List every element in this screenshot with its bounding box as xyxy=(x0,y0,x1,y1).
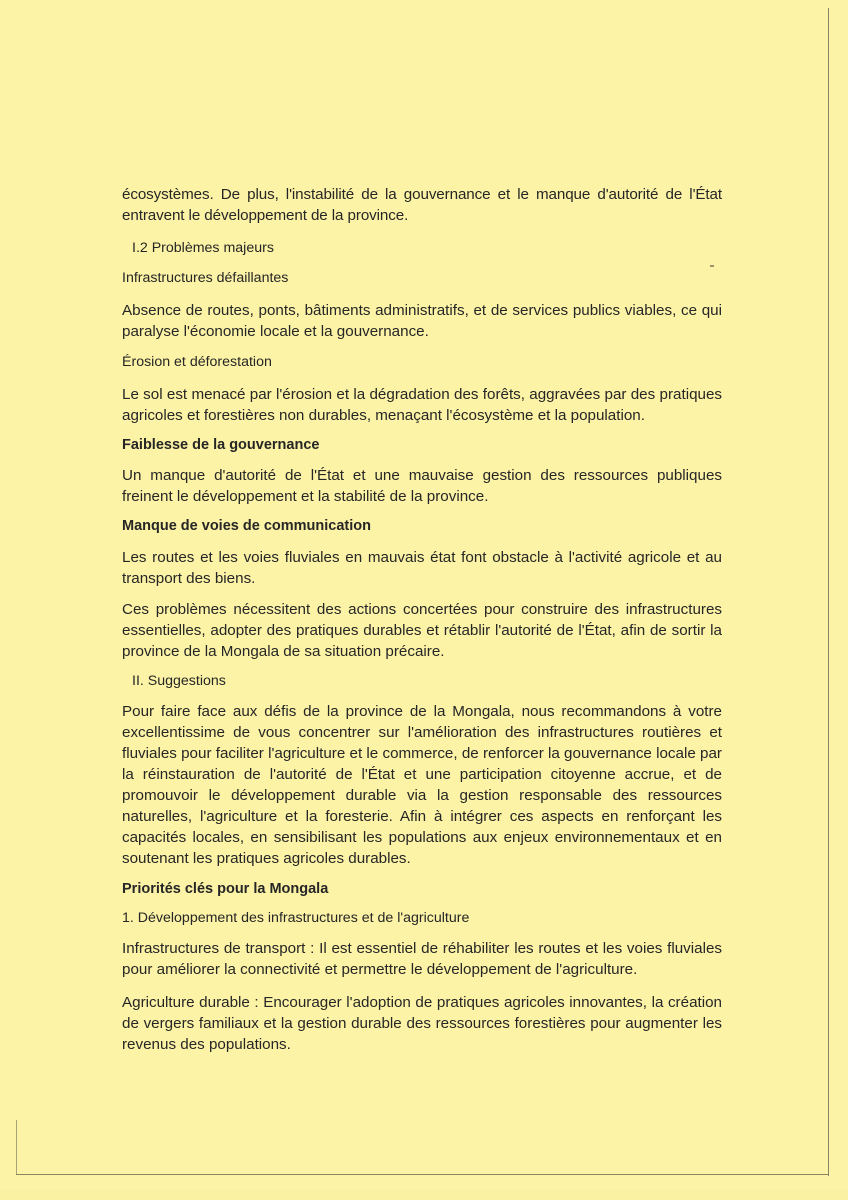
section-heading-suggestions: II. Suggestions xyxy=(132,673,226,689)
paragraph-infrastructures: Absence de routes, ponts, bâtiments administratifs, et de services publics viables, ce qui paralyse l'économie locale et la gouvernance. xyxy=(122,302,722,340)
paragraph-agriculture-durable: Agriculture durable : Encourager l'adoption de pratiques agricoles innovantes, la création de vergers familiaux et la gestion durable des ressources forestières pour augmenter les revenus des populations. xyxy=(122,994,722,1053)
document-body xyxy=(122,184,722,1055)
subheading-infrastructures-defaillantes: Infrastructures défaillantes xyxy=(122,270,289,286)
section-heading-problemes-majeurs: I.2 Problèmes majeurs xyxy=(132,240,274,256)
heading-voies-communication: Manque de voies de communication xyxy=(122,518,371,534)
page-bottom-strip xyxy=(0,1190,848,1200)
subheading-developpement-infrastructures: 1. Développement des infrastructures et de l'agriculture xyxy=(122,910,470,926)
paragraph-suggestions: Pour faire face aux défis de la province de la Mongala, nous recommandons à votre excellentissime de vous concentrer sur l'amélioration des infrastructures routières et fluviales pour faciliter l'agriculture et le commerce, de renforcer la gouvernance locale par la réinstauration de l'autorité de l'État et une participation citoyenne accrue, et de promouvoir le développement durable via la gestion responsable des ressources naturelles, l'agriculture et la foresterie. Afin à intégrer ces aspects en renforçant les capacités locales, en sensibilisant les populations aux enjeux environnementaux et en soutenant les pratiques agricoles durables. xyxy=(122,703,722,867)
page-edge-left xyxy=(16,1120,17,1174)
heading-priorites-cles: Priorités clés pour la Mongala xyxy=(122,881,329,897)
page-edge-bottom xyxy=(16,1174,828,1175)
paragraph-gouvernance: Un manque d'autorité de l'État et une mauvaise gestion des ressources publiques freinent le développement et la stabilité de la province. xyxy=(122,467,722,505)
heading-faiblesse-gouvernance: Faiblesse de la gouvernance xyxy=(122,437,320,453)
paragraph-infrastructures-transport: Infrastructures de transport : Il est essentiel de réhabiliter les routes et les voies fluviales pour améliorer la connectivité et permettre le développement de l'agriculture. xyxy=(122,940,722,978)
subheading-erosion-deforestation: Érosion et déforestation xyxy=(122,354,272,370)
paragraph-intro-continued: écosystèmes. De plus, l'instabilité de la gouvernance et le manque d'autorité de l'État entravent le développement de la province. xyxy=(122,186,722,224)
page-edge-right xyxy=(828,8,829,1176)
paragraph-erosion: Le sol est menacé par l'érosion et la dégradation des forêts, aggravées par des pratiques agricoles et forestières non durables, menaçant l'écosystème et la population. xyxy=(122,386,722,424)
paragraph-voies-communication: Les routes et les voies fluviales en mauvais état font obstacle à l'activité agricole et au transport des biens. xyxy=(122,549,722,587)
paragraph-conclusion-problemes: Ces problèmes nécessitent des actions concertées pour construire des infrastructures essentielles, adopter des pratiques durables et rétablir l'autorité de l'État, afin de sortir la province de la Mongala de sa situation précaire. xyxy=(122,601,722,660)
